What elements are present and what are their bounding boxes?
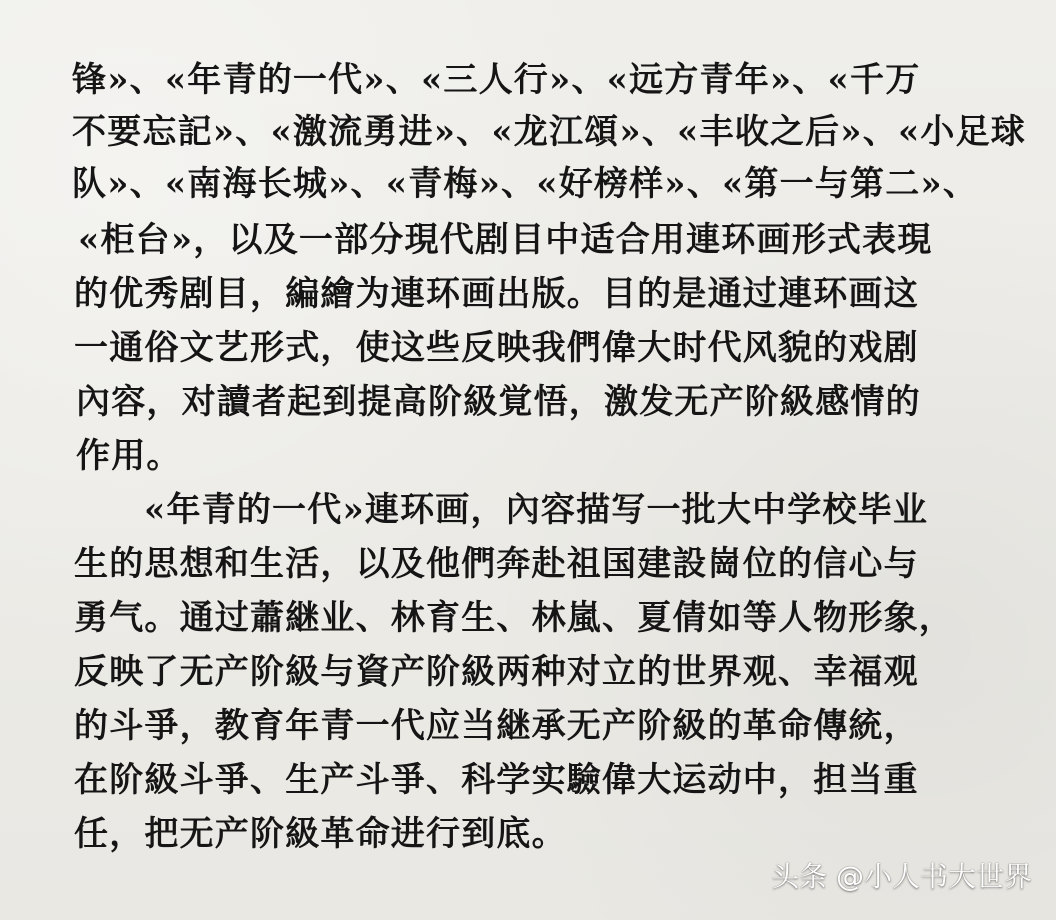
text-line-2: 不要忘記»、«激流勇进»、«龙江頌»、«丰收之后»、«小足球 — [72, 112, 1026, 152]
text-line-6: 一通俗文艺形式，使这些反映我們偉大时代风貌的戏剧 — [74, 328, 919, 368]
text-line-5: 的优秀剧目，編繪为連环画出版。目的是通过連环画这 — [74, 274, 919, 314]
watermark-text: 头条 @小人书大世界 — [771, 860, 1032, 893]
text-line-9: «年青的一代»連环画，內容描写一批大中学校毕业 — [144, 490, 929, 530]
text-line-3: 队»、«南海长城»、«青梅»、«好榜样»、«第一与第二»、 — [72, 164, 979, 204]
text-line-7: 內容，对讀者起到提高阶級覚悟，激发无产阶級感情的 — [76, 382, 921, 422]
text-line-13: 的斗爭，教育年青一代应当継承无产阶級的革命傳統， — [74, 706, 919, 746]
text-line-15: 任，把无产阶級革命进行到底。 — [74, 814, 567, 854]
text-line-10: 生的思想和生活，以及他們奔赴祖国建設崗位的信心与 — [74, 544, 919, 584]
text-line-11: 勇气。通过蕭継业、林育生、林嵐、夏倩如等人物形象， — [74, 598, 954, 638]
text-line-1: 锋»、«年青的一代»、«三人行»、«远方青年»、«千万 — [72, 60, 921, 100]
text-line-14: 在阶級斗爭、生产斗爭、科学实驗偉大运动中，担当重 — [74, 760, 919, 800]
text-line-8: 作用。 — [76, 436, 182, 476]
text-line-4: «柜台»，以及一部分現代剧目中适合用連环画形式表現 — [78, 220, 933, 260]
text-line-12: 反映了无产阶級与資产阶級两种对立的世界观、幸福观 — [74, 652, 919, 692]
